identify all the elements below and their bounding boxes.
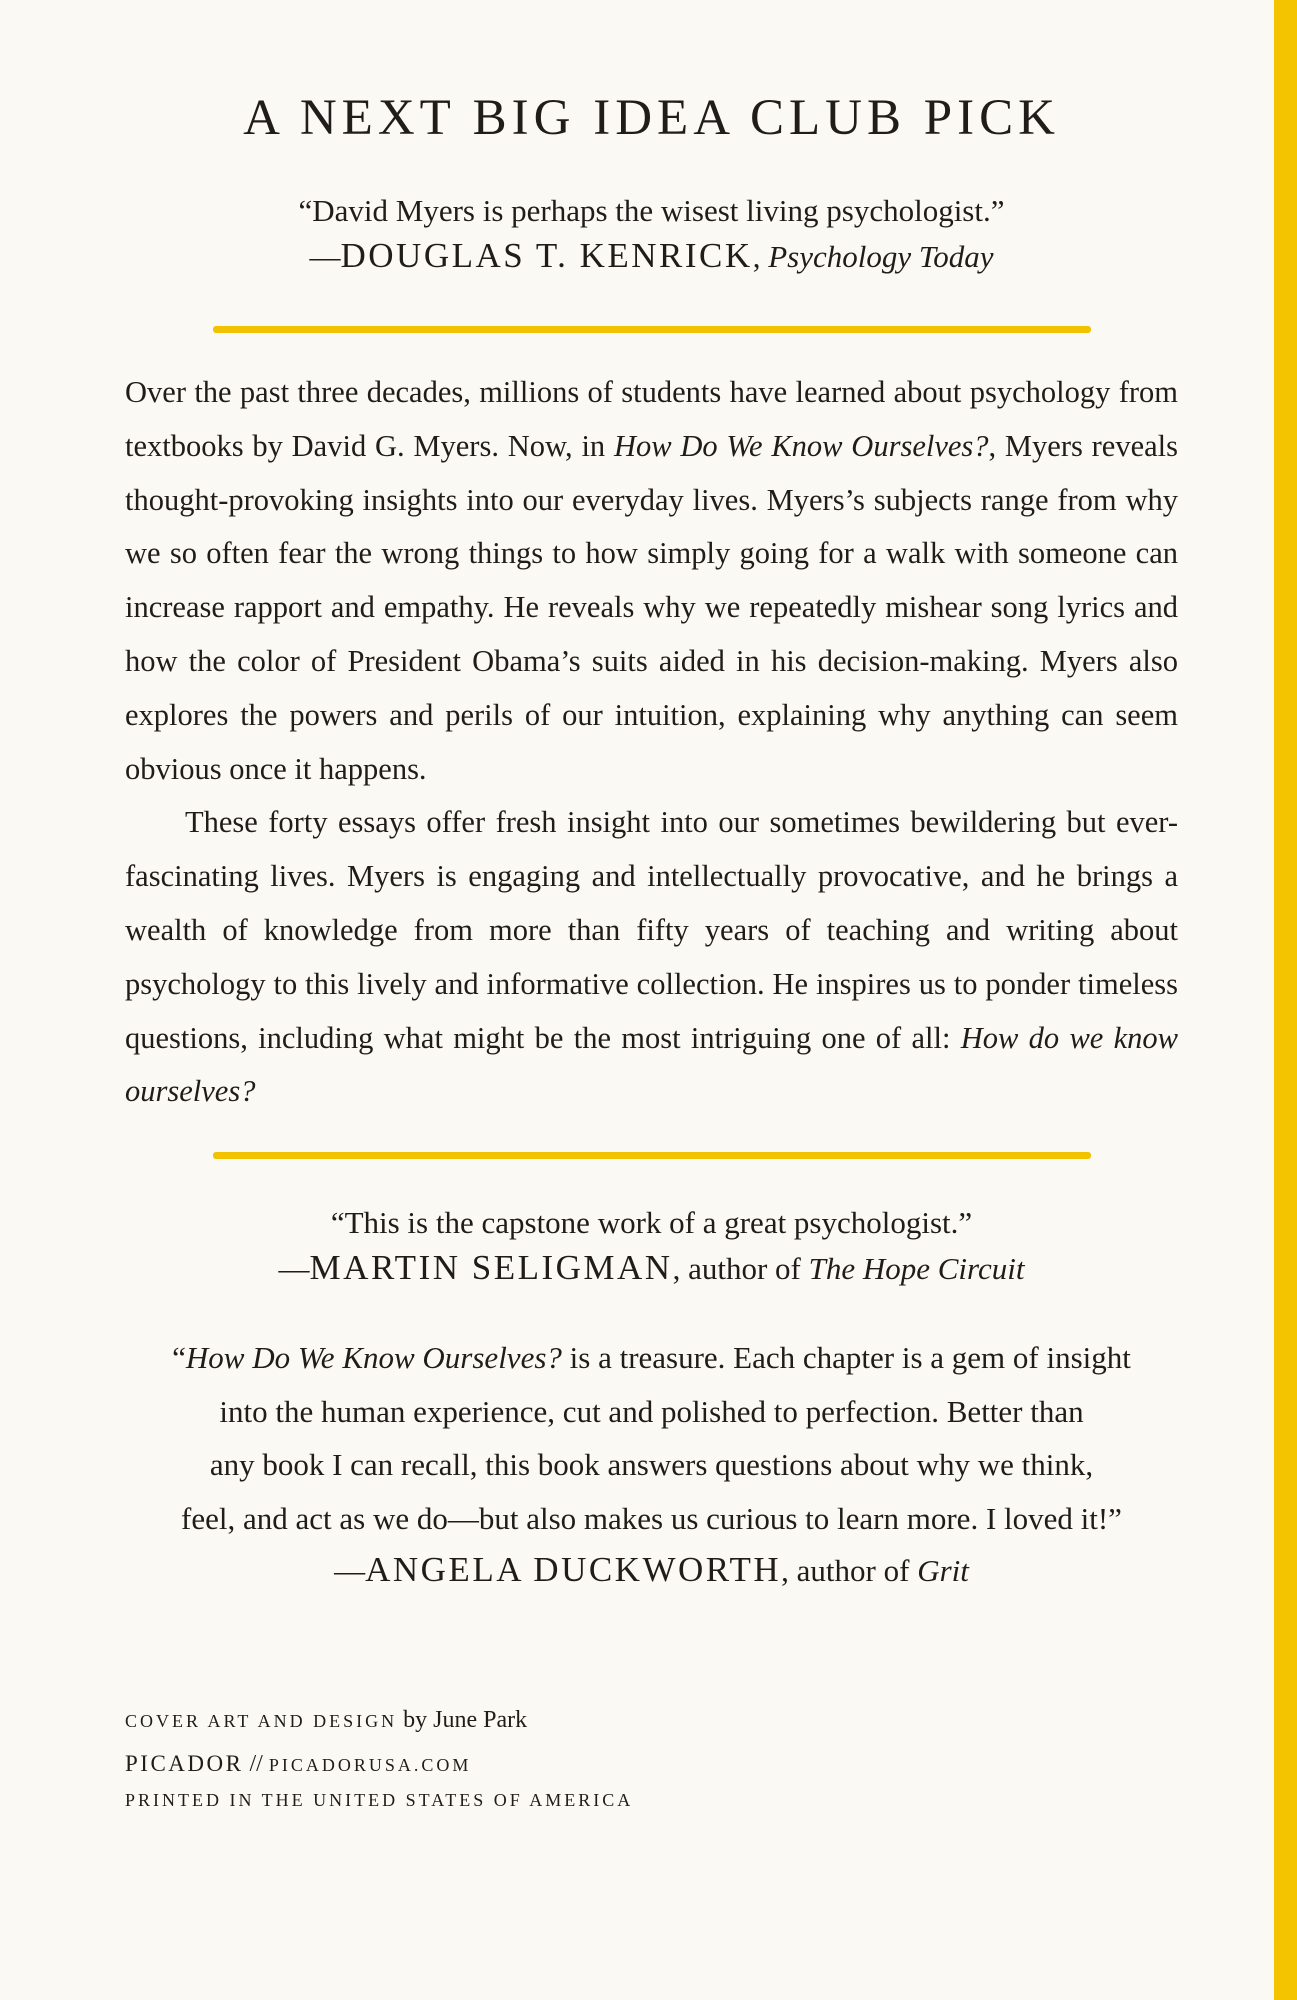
duckworth-line-4: feel, and act as we do—but also makes us curious to learn more. I loved it!” [181, 1500, 1122, 1536]
slashes: // [243, 1751, 269, 1777]
attribution-name: MARTIN SELIGMAN [309, 1248, 673, 1287]
separator: , [752, 239, 769, 274]
attribution-source: Psychology Today [768, 239, 994, 274]
printed-in: PRINTED IN THE UNITED STATES OF AMERICA [125, 1790, 634, 1810]
duckworth-attribution [125, 1545, 1178, 1596]
open-quote: “ [172, 1340, 186, 1375]
divider-top [213, 326, 1091, 333]
top-quote [125, 188, 1178, 279]
description [125, 366, 1178, 1119]
seligman-attribution [125, 1245, 1178, 1291]
divider-bottom [213, 1152, 1091, 1159]
p1-text-b: , Myers reveals thought-provoking insights into our everyday lives. Myers’s subjects range from why we so often fear the wrong things to how simply going for a walk with someone can increase rapport and empathy. He reveals why we repeatedly mishear song lyrics and how the color of President Obama’s suits aided in his decision-making. Myers also explores the powers and perils of our intuition, explaining why anything can seem obvious once it happens. [125, 428, 1179, 786]
attribution-source: Grit [917, 1553, 969, 1588]
attribution-source: The Hope Circuit [808, 1251, 1025, 1286]
dash: — [334, 1553, 366, 1588]
attribution-name: ANGELA DUCKWORTH [365, 1550, 782, 1589]
quoted-book-title: How Do We Know Ourselves? [185, 1340, 562, 1375]
seligman-quote-text: “This is the capstone work of a great psychologist.” [330, 1205, 973, 1240]
p1-text-a: Over the past three decades, millions of students have learned about psychology from textbooks by David G. Myers. Now, in [125, 375, 1178, 463]
credits [125, 1708, 1025, 1812]
top-quote-text: “David Myers is perhaps the wisest living psychologist.” [298, 193, 1005, 228]
top-quote-attribution [125, 233, 1178, 279]
line-1-rest: is a treasure. Each chapter is a gem of insight [561, 1340, 1131, 1375]
p1-book-title: How Do We Know Ourselves? [613, 428, 989, 463]
p2-italic: How do we know ourselves? [125, 1020, 1178, 1109]
publisher-website: PICADORUSA.COM [268, 1755, 472, 1775]
description-paragraph-1 [125, 366, 1178, 796]
publisher-name: PICADOR [125, 1751, 244, 1776]
attribution-mid: , author of [672, 1251, 809, 1286]
description-paragraph-2 [125, 796, 1178, 1119]
publisher-row [125, 1752, 1025, 1777]
edge-stripe [1274, 0, 1297, 2000]
duckworth-line-2: into the human experience, cut and polished to perfection. Better than [219, 1393, 1084, 1429]
dash: — [278, 1251, 310, 1286]
duckworth-line-1 [125, 1331, 1178, 1385]
cover-designer: by June Park [397, 1707, 528, 1733]
club-pick-heading: A NEXT BIG IDEA CLUB PICK [243, 90, 1060, 146]
attribution-mid: , author of [781, 1553, 918, 1588]
p2-text-a: These forty essays offer fresh insight into our sometimes bewildering but ever-fascinating lives. Myers is engaging and intellectually provocative, and he brings a wealth of knowledge from more than fifty years of teaching and writing about psychology to this lively and informative collection. He inspires us to ponder timeless questions, including what might be the most intriguing one of all: [125, 805, 1178, 1055]
seligman-quote [125, 1200, 1178, 1291]
duckworth-line-3: any book I can recall, this book answers questions about why we think, [209, 1447, 1094, 1482]
attribution-name: DOUGLAS T. KENRICK [340, 236, 753, 275]
cover-credit [125, 1708, 1025, 1733]
duckworth-quote [125, 1331, 1178, 1596]
dash: — [309, 239, 341, 274]
cover-label: COVER ART AND DESIGN [125, 1711, 398, 1731]
